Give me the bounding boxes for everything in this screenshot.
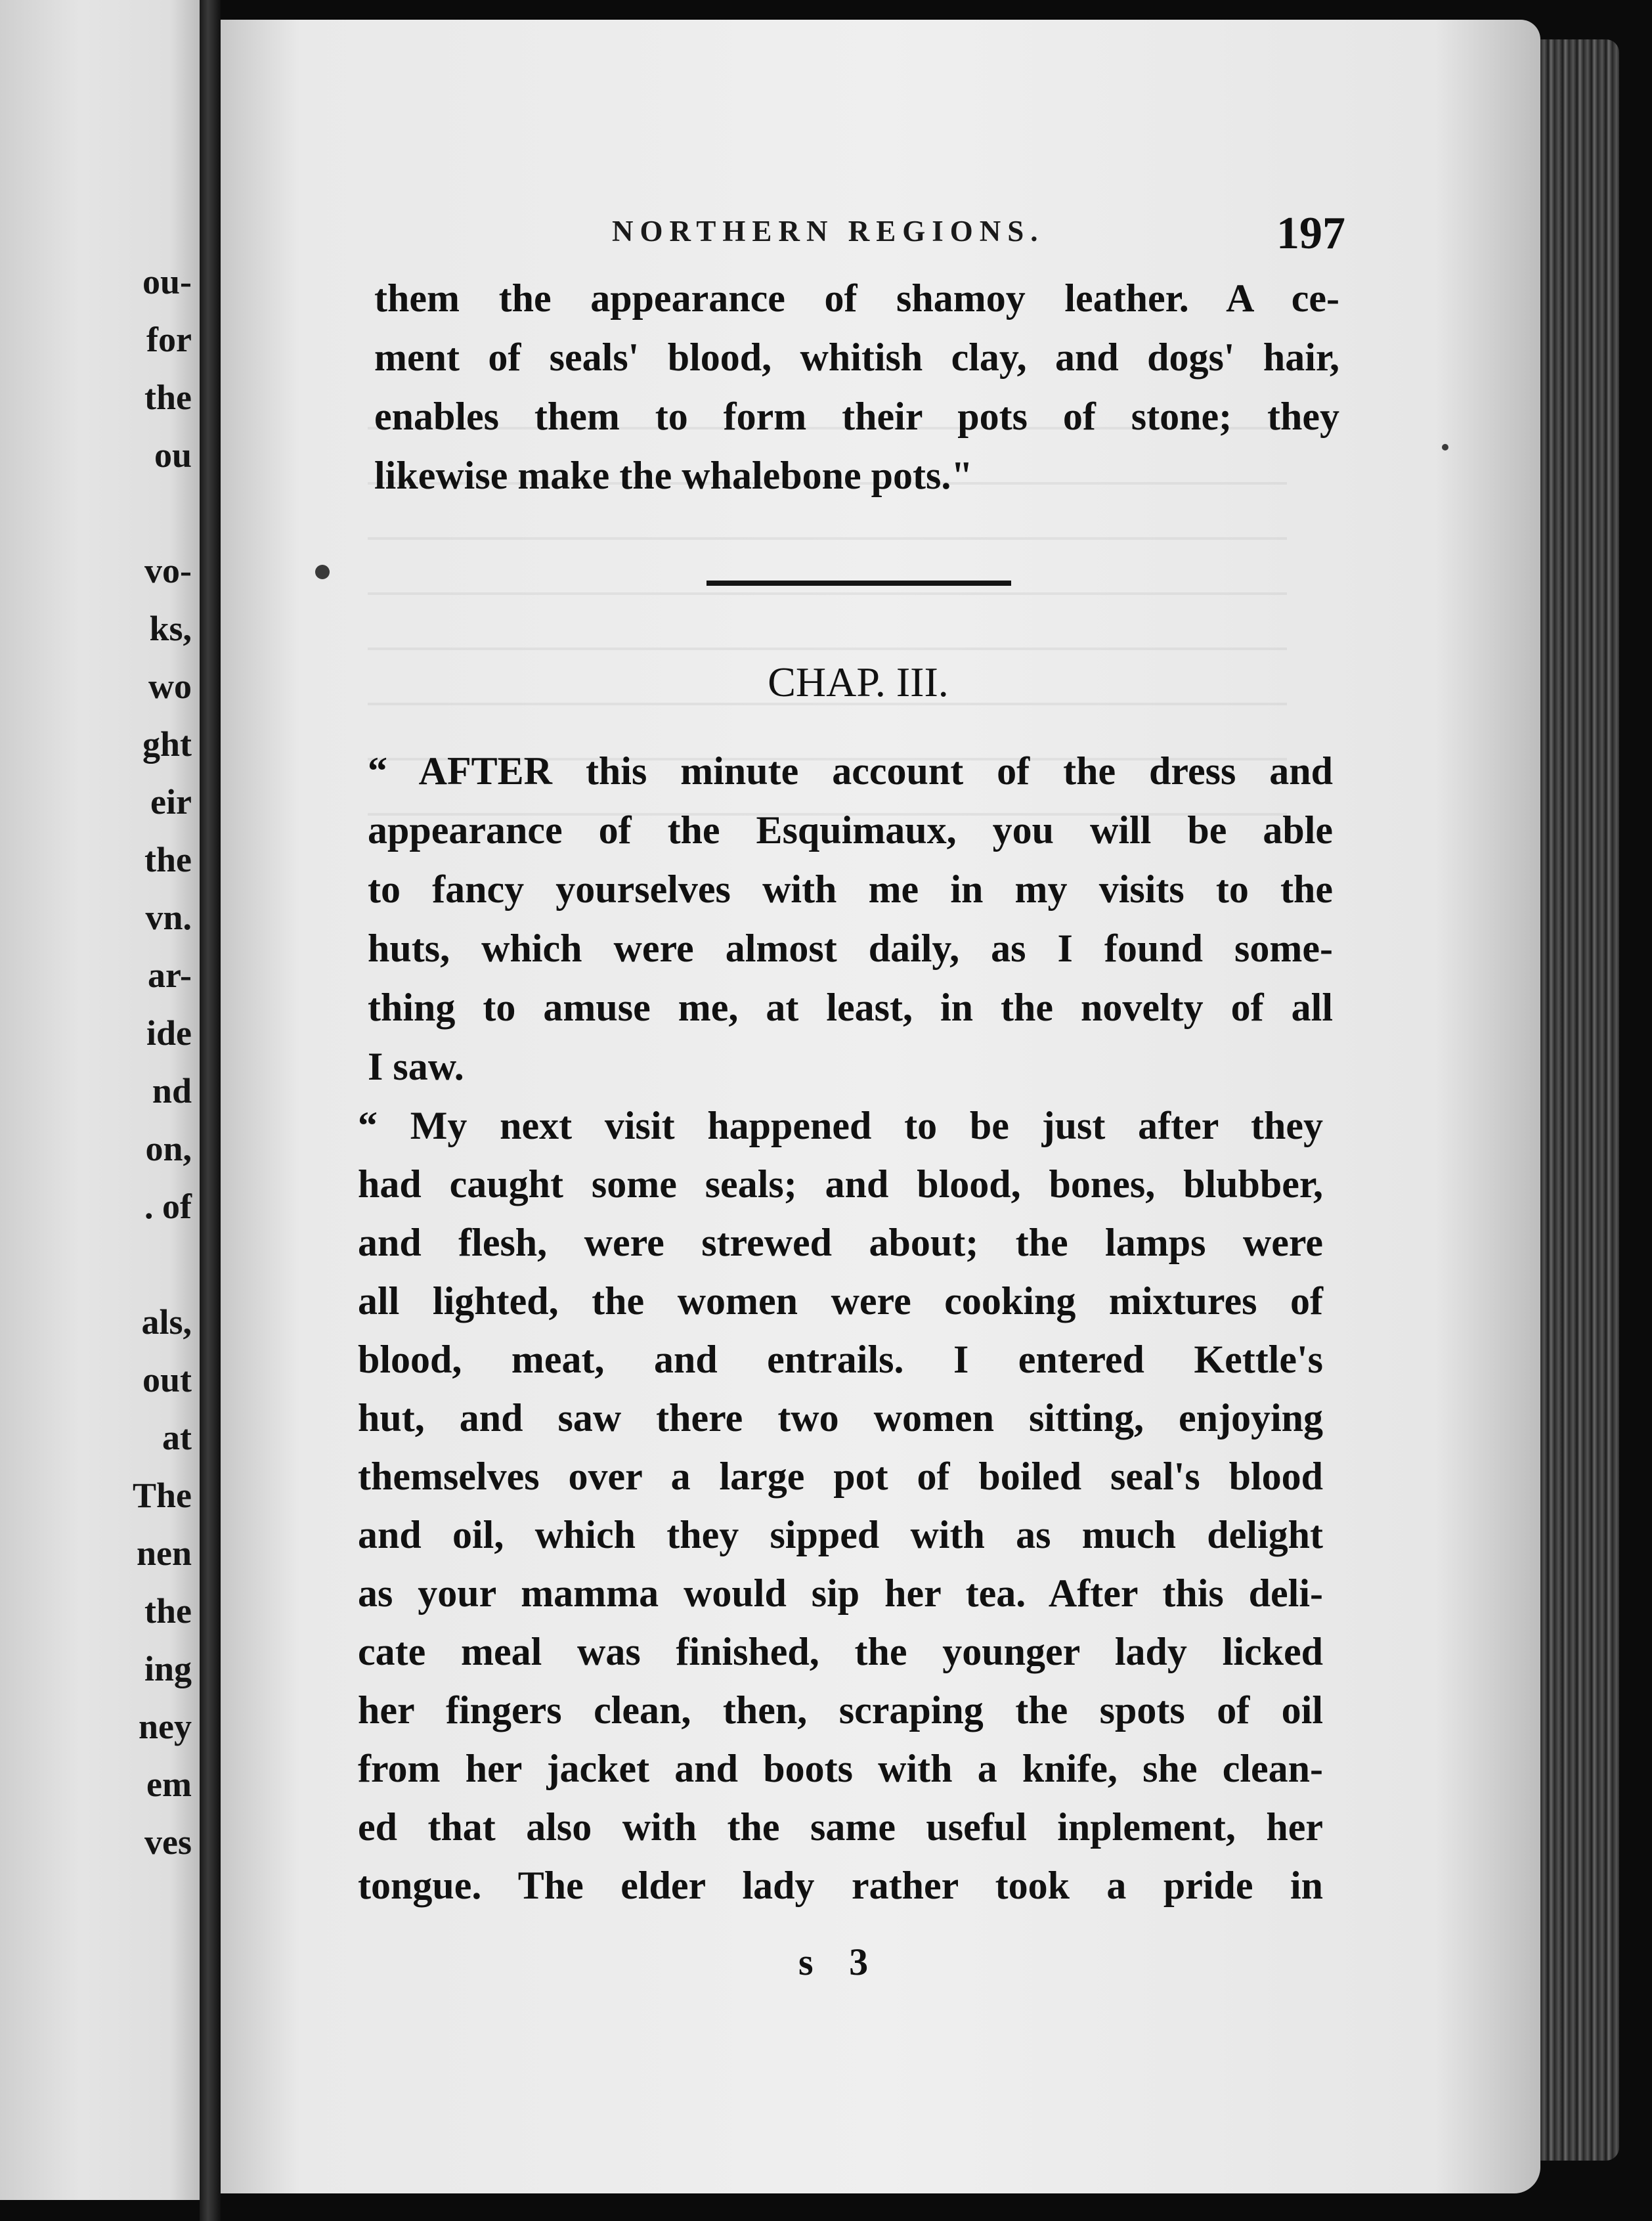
text-line: ment of seals' blood, whitish clay, and dogs' hair, bbox=[374, 336, 1339, 379]
left-page-line: ou- bbox=[142, 262, 192, 301]
text-line: hut, and saw there two women sitting, enjoying bbox=[358, 1396, 1323, 1440]
text-line: huts, which were almost daily, as I found some- bbox=[368, 927, 1333, 970]
left-page-line: the bbox=[144, 1591, 192, 1631]
text-line: tongue. The elder lady rather took a pride in bbox=[358, 1864, 1323, 1907]
left-page-line: the bbox=[144, 378, 192, 417]
text-line: likewise make the whalebone pots." bbox=[374, 454, 973, 497]
page-edges bbox=[1540, 39, 1619, 2161]
running-head: NORTHERN REGIONS. bbox=[612, 215, 1045, 248]
text-line: as your mamma would sip her tea. After this deli- bbox=[358, 1572, 1323, 1615]
book-gutter bbox=[200, 0, 221, 2221]
left-page-line: ou bbox=[154, 435, 192, 475]
text-line: “ My next visit happened to be just after they bbox=[358, 1104, 1323, 1147]
left-page-line: at bbox=[162, 1418, 192, 1457]
text-line: I saw. bbox=[368, 1045, 464, 1088]
text-line: ed that also with the same useful inplement, her bbox=[358, 1805, 1323, 1849]
left-page-line: for bbox=[146, 320, 192, 359]
text-line: “ AFTER this minute account of the dress and bbox=[368, 749, 1333, 793]
ink-speck bbox=[1442, 444, 1448, 451]
left-page-line: ide bbox=[146, 1013, 192, 1053]
left-page-line: vo- bbox=[144, 551, 192, 590]
text-line: appearance of the Esquimaux, you will be able bbox=[368, 808, 1333, 852]
left-page-line: ks, bbox=[149, 609, 192, 648]
left-page-line: nd bbox=[152, 1071, 192, 1110]
left-page-line: ney bbox=[139, 1707, 192, 1746]
text-line: enables them to form their pots of stone; they bbox=[374, 395, 1339, 438]
text-line: them the appearance of shamoy leather. A ce- bbox=[374, 276, 1339, 320]
left-page-line: nen bbox=[136, 1533, 192, 1573]
text-line: had caught some seals; and blood, bones, blubber, bbox=[358, 1162, 1323, 1206]
left-page-line: The bbox=[132, 1476, 192, 1515]
page-number: 197 bbox=[1276, 208, 1345, 259]
chapter-title: CHAP. III. bbox=[768, 659, 949, 705]
left-page-line: on, bbox=[145, 1129, 192, 1168]
text-line: her fingers clean, then, scraping the spots of oil bbox=[358, 1688, 1323, 1732]
text-line: from her jacket and boots with a knife, she clean- bbox=[358, 1747, 1323, 1790]
left-page-line: ar- bbox=[148, 956, 192, 995]
signature-mark: s 3 bbox=[798, 1941, 882, 1983]
left-page-line: em bbox=[146, 1765, 192, 1804]
text-line: and flesh, were strewed about; the lamps were bbox=[358, 1221, 1323, 1264]
left-page-line: ght bbox=[142, 724, 192, 764]
text-line: to fancy yourselves with me in my visits to the bbox=[368, 868, 1333, 911]
text-line: themselves over a large pot of boiled seal's blood bbox=[358, 1455, 1323, 1498]
left-page-line: the bbox=[144, 840, 192, 879]
text-line: cate meal was finished, the younger lady licked bbox=[358, 1630, 1323, 1673]
left-page-line: wo bbox=[148, 667, 192, 706]
section-rule bbox=[706, 581, 1011, 586]
left-page-fragment bbox=[0, 0, 205, 2200]
left-page-line: ves bbox=[144, 1822, 192, 1862]
left-page-line: als, bbox=[141, 1302, 192, 1342]
left-page-line: . of bbox=[144, 1187, 192, 1226]
left-page-line: vn. bbox=[145, 898, 192, 937]
text-line: and oil, which they sipped with as much delight bbox=[358, 1513, 1323, 1556]
text-line: all lighted, the women were cooking mixtures of bbox=[358, 1279, 1323, 1323]
left-page-line: out bbox=[142, 1360, 192, 1399]
left-page-line: eir bbox=[150, 782, 192, 822]
ink-speck bbox=[315, 565, 330, 579]
text-line: blood, meat, and entrails. I entered Kettle's bbox=[358, 1338, 1323, 1381]
text-line: thing to amuse me, at least, in the novelty of all bbox=[368, 986, 1333, 1029]
left-page-line: ing bbox=[144, 1649, 192, 1688]
